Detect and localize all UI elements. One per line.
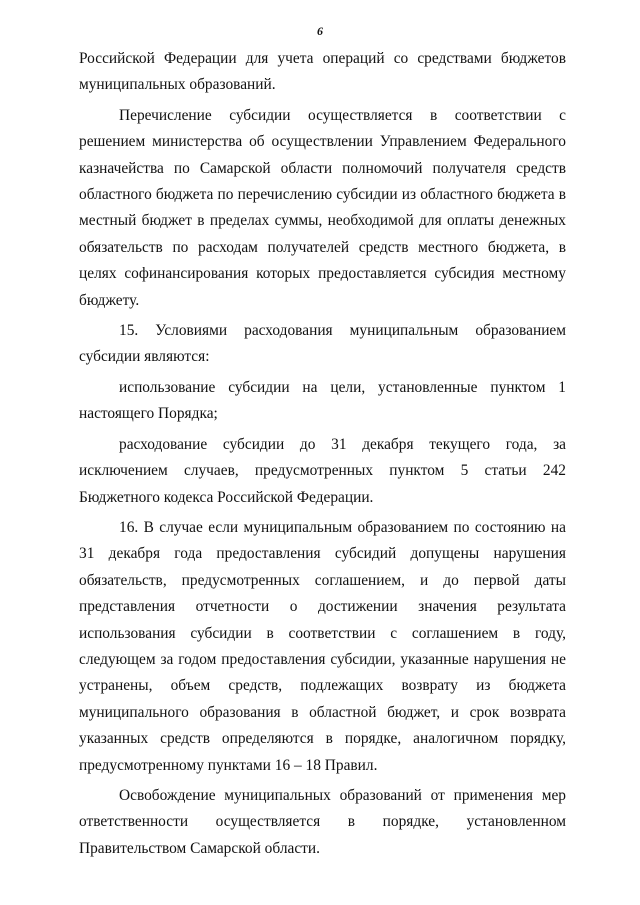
page-number: 6	[317, 24, 323, 38]
paragraph-continuation: Российской Федерации для учета операций со средствами бюджетов муниципальных образований.	[79, 50, 566, 94]
paragraph-subsidy-transfer: Перечисление субсидии осуществляется в соответствии с решением министерства об осуществлении Управлением Федерального казначейства по Самарской области полномочий получателя средств областного бюджета по перечислению субсидии из областного бюджета в местный бюджет в пределах суммы, необходимой для оплаты денежных обязательств по расходам получателей средств местного бюджета, в целях софинансирования которых предоставляется субсидия местному бюджету.	[79, 106, 566, 309]
paragraph-item-16: 16. В случае если муниципальным образованием по состоянию на 31 декабря года предоставления субсидий допущены нарушения обязательств, предусмотренных соглашением, и до первой даты представления отчетности о достижении значения результата использования субсидии в соответствии с соглашением в году, следующем за годом предоставления субсидии, указанные нарушения не устранены, объем средств, подлежащих возврату из бюджета муниципального образования в областной бюджет, и срок возврата указанных средств определяются в порядке, аналогичном порядку, предусмотренному пунктами 16 – 18 Правил.	[79, 518, 566, 774]
paragraph-condition-spending: расходование субсидии до 31 декабря текущего года, за исключением случаев, предусмотренных пунктом 5 статьи 242 Бюджетного кодекса Российской Федерации.	[79, 435, 566, 506]
paragraph-condition-use: использование субсидии на цели, установленные пунктом 1 настоящего Порядка;	[79, 378, 566, 423]
document-body	[79, 46, 566, 862]
paragraph-item-15: 15. Условиями расходования муниципальным образованием субсидии являются:	[79, 322, 566, 366]
paragraph-exemption: Освобождение муниципальных образований от применения мер ответственности осуществляется в порядке, установленном Правительством Самарской области.	[79, 786, 566, 857]
